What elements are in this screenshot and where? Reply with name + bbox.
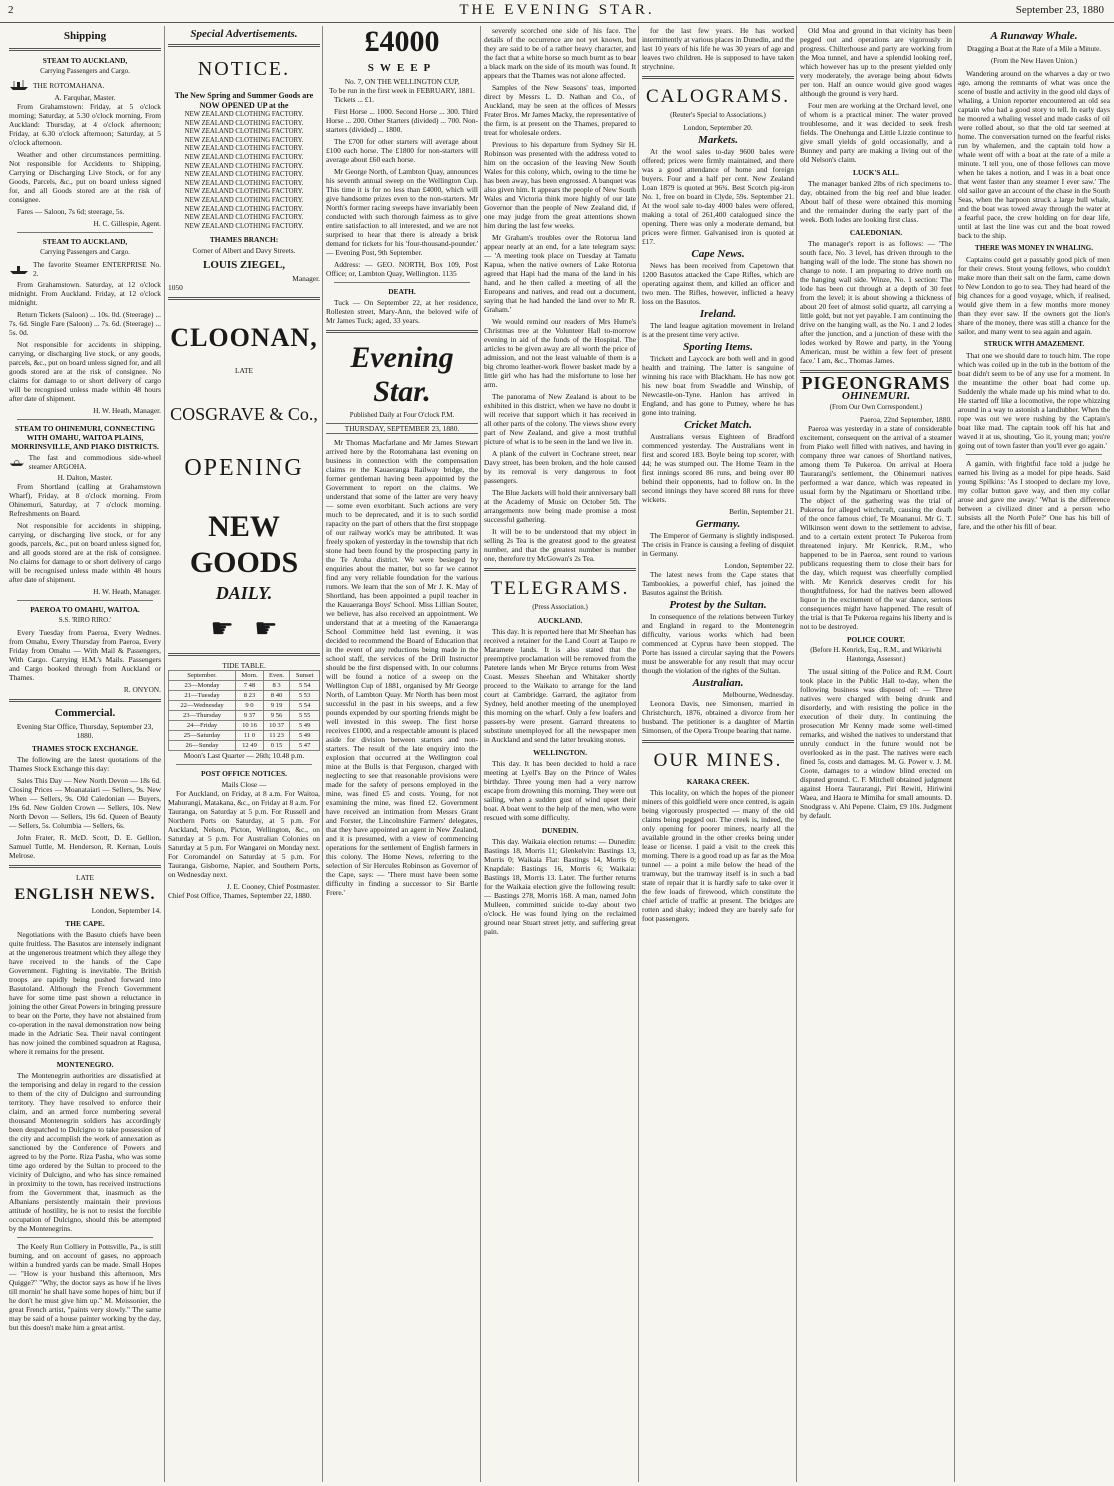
column-3 — [322, 26, 481, 1482]
steam3-heading: STEAM TO OHINEMURI, CONNECTING WITH OMAHU, WAITOA PLAINS, MORRINSVILLE, AND PIAKO DISTRICTS. — [11, 424, 159, 451]
telegrams-heading: TELEGRAMS. — [490, 578, 630, 599]
steamship-icon — [9, 456, 25, 468]
stock-brokers: John Frater, R. McD. Scott, D. E. Gellion, Samuel Tuttle, M. Henderson, R. Kernan, Louis Melrose. — [9, 833, 161, 860]
notice-intro: The New Spring and Summer Goods are NOW OPENED UP at the — [174, 91, 314, 110]
column-6 — [796, 26, 955, 1482]
table-row — [169, 731, 320, 741]
tide-cell: 12 49 — [236, 741, 264, 751]
steamship-icon — [9, 79, 29, 91]
newspaper-title: THE EVENING STAR. — [459, 2, 655, 18]
tide-cell: 9 19 — [263, 701, 289, 711]
tide-header: September. — [169, 671, 236, 681]
table-row — [169, 701, 320, 711]
markets-body: At the wool sales to-day 9600 bales were offered; prices were firmly maintained, and there was a good attendance of home and foreign buyers. Four and a half per cent. New Zealand Loan 1879 is quoted at 96¾. Best Scotch pig-iron No. 1, free on board in Clyde, 59s. September 21. At the wool sale to-day 4000 bales were offered, making a total of 261,400 catalogued since the opening. There was only a moderate demand, but prices were firmer. Galvanised iron is quoted at £17. — [642, 147, 794, 246]
tide-cell: 5 49 — [290, 721, 320, 731]
tide-cell: 21—Tuesday — [169, 691, 236, 701]
sweep-body: Mr George North, of Lambton Quay, announces his seventh annual sweep on the Wellington Cup. This time it is for no less than £4000, which will give handsome prizes even to the non-starters. Mr North's former racing sweeps have invariably been conducted with such thorough fairness as to give entire satisfaction to all interested, and we are not surprised to hear that there is already a brisk demand for tickets for his 'four-thousand-pounder.' — Evening Post, 9th September. — [326, 167, 478, 257]
published-line: Published Daily at Four O'clock P.M. — [349, 411, 455, 419]
paeroa-dateline: Paeroa, 22nd September, 1880. — [859, 415, 952, 424]
factory-line: NEW ZEALAND CLOTHING FACTORY. — [184, 196, 304, 204]
commercial-date: Evening Star Office, Thursday, September 23, 1880. — [16, 722, 154, 740]
masthead — [0, 0, 1114, 23]
tide-cell: 25—Saturday — [169, 731, 236, 741]
tide-cell: 9 37 — [236, 711, 264, 721]
montenegro-body: The Montenegrin authorities are dissatisfied at the temporising and delay in regard to the cession to them of the city of Dulcigno and surrounding territory. They have resolved to enforce their claim, and an armed force numbering several thousand Montenegrin soldiers has accordingly been despatched to Dulcigno to take possession of the city and accomplish the work of annexation as sanctioned by the Conference of Powers and agreed to by the Porte. Riza Pasha, who was some time ago ordered by the Sultan to proceed to the vicinity of Dulcigno, and who has since remained in proximity to the town, has received instructions from the Government that, inasmuch as the Albanians persistently maintain their previous attitude of hostility, he is not to resist the forcible occupation of Dulcigno, should this be attempted by the Montenegrins. — [9, 1071, 161, 1233]
factory-line: NEW ZEALAND CLOTHING FACTORY. — [184, 205, 304, 213]
tide-cell: 23—Monday — [169, 681, 236, 691]
tide-cell: 22—Wednesday — [169, 701, 236, 711]
wellington-body: This day. It has been decided to hold a race meeting at Lyell's Bay on the Prince of Wales birthday. Three young men had a very narrow escape from drowning this morning. They were out sailing, when a sudden gust of wind upset their boat. A boat went to the help of the men, who were rescued with some difficulty. — [484, 759, 636, 822]
stock-exchange-heading: THAMES STOCK EXCHANGE. — [31, 744, 139, 753]
tide-table — [168, 670, 320, 751]
factory-line: NEW ZEALAND CLOTHING FACTORY. — [184, 145, 304, 153]
ship-row — [9, 453, 161, 471]
amazement-subheading: STRUCK WITH AMAZEMENT. — [983, 340, 1085, 348]
divider — [17, 419, 153, 420]
steamship-icon — [9, 263, 29, 275]
ship-row — [9, 260, 161, 278]
tide-cell: 0 15 — [263, 741, 289, 751]
steam3-times: From Shortland (calling at Grahamstown Wharf), Friday, at 8 o'clock morning. From Ohinemuri, Saturday, at 7 o'clock morning. Refreshments on Board. — [9, 482, 161, 518]
factory-list — [168, 111, 320, 231]
post-office-sub: Mails Close — — [221, 780, 267, 790]
post-office-heading: POST OFFICE NOTICES. — [201, 769, 287, 779]
new-goods-heading: NEW GOODS — [189, 510, 299, 580]
divider — [168, 297, 320, 300]
amazement-body: That one we should dare to touch him. The rope which was coiled up in the tub in the bottom of the boat didn't seem to be of any use for a moment. In the meantime the other boat had come up. Suddenly the whale made up his mind what to do. He started off like a locomotive, the rope whizzing around in a way to astonish a landlubber. When the rope was out we were rushing by the Captain's boat like mad. The captain took off his hat and waved it at us, shouting, 'Go it, young man; you're going out of town faster than you'll ever go again.' — [958, 351, 1110, 450]
column-7 — [954, 26, 1113, 1482]
post-office-date: Chief Post Office, Thames, September 22, 1880. — [168, 891, 312, 901]
montenegro-heading: MONTENEGRO. — [56, 1060, 114, 1069]
tide-cell: 5 49 — [290, 731, 320, 741]
markets-heading: Markets. — [697, 134, 739, 146]
steam3-ship: The fast and commodious side-wheel steamer ARGOHA. — [28, 453, 161, 471]
divider — [326, 330, 478, 333]
tide-cell: 24—Friday — [169, 721, 236, 731]
keely-body: The Keely Run Colliery in Pottsville, Pa., is still burning, and on account of gases, no approach within a hundred yards can be made. Small Hopes — "How is your husband this afternoon, Mrs Quigge?" "Why, the doctor says as how if he lives till mornin' he shall have some hopes of him; but if he don't he must give him up." M. Meissonier, the great French artist, "paints very slowly." The same may be said of a house painter working by the day, but this doesn't make him a great artist. — [9, 1242, 161, 1332]
steam2-fares: Return Tickets (Saloon) ... 10s. 0d. (Steerage) ... 7s. 6d. Single Fare (Saloon) ... 7s. 6d. (Steerage) ... 5s. 0d. — [9, 310, 161, 337]
divider — [17, 600, 153, 601]
whale-heading: A Runaway Whale. — [990, 30, 1078, 42]
steam1-note: Weather and other circumstances permitting. Not responsible for Accidents to Shipping, Carrying or Discharging Live Stock, or for any Goods, Parcels, &c., put on board unless signed for, and all Goods stored are at the risk of consignee. — [9, 150, 161, 204]
late-label: LATE — [75, 873, 95, 882]
gamin-paragraph: A gamin, with frightful face told a judge he earned his living as a model for pipe heads. Said young Spilkins: 'As I stooped to declare my love, my collar button gave way, and then my collar arose and gave me away.' 'What is the difference between a civilized diner and a person who subsists all the North Pole?' One has his bill of fare, and the other his fill of bear. — [958, 459, 1110, 531]
cape-body: Negotiations with the Basuto chiefs have been quite fruitless. The Basutos are intensely indignant at the ungenerous treatment which they allege they have received to the hands of the Cape Government. Fighting is inevitable. The British troops are rapidly being pushed forward into Basutoland. Although the French Government have for some time past shown a reluctance in joining the other Great Powers in bringing pressure to bear on the Porte, they have not abstained from co-operation in the naval demonstration now being made in the Adriatic Sea. Their naval contingent has now joined the combined squadron at Ragusa, where it remains for the present. — [9, 930, 161, 1056]
sweep-prizes: First Horse ... 1000. Second Horse ... 300. Third Horse ... 200. Other Starters (divided) ... 700. Non-starters (divided) ... 1800. — [326, 107, 478, 134]
sporting-heading: Sporting Items. — [683, 341, 753, 353]
divider — [9, 699, 161, 702]
police-court-body: The usual sitting of the Police and R.M. Court took place in the Public Hall to-day, when the following business was disposed of: — Three natives were charged with being drunk and disorderly, and with resisting the police in the execution of their duty. In continuing the prosecution Mr Kenny made some well-timed remarks, and wished the natives to understand that unruly conduct in the future would not be overlooked as in the past. The natives were each fined 5s, costs and damages. M. G. Power v. J. M. Coote, damages to a window blind erected on disputed ground. C. F. Mitchell obtained judgment against Hoera Taurarangi, Piri Rewiti, Hiriwini Waea, and Haora te Mimiha for small amounts. D. Snodgrass v. Ahi Pepene. Claim, £9 10s. Judgment by default. — [800, 667, 952, 820]
pointing-hands — [168, 614, 320, 644]
tide-header: Even. — [263, 671, 289, 681]
thames-branch-address: Corner of Albert and Davy Streets. — [192, 246, 296, 256]
issue-date: THURSDAY, SEPTEMBER 23, 1880. — [326, 423, 478, 434]
culvert-paragraph: A plank of the culvert in Cochrane street, near Davy street, has been broken, and the hole caused by its removal is very dangerous to foot passengers. — [484, 449, 636, 485]
wellington-heading: WELLINGTON. — [533, 748, 587, 757]
panorama-paragraph: The panorama of New Zealand is about to be exhibited in this district, when we have no doubt it will receive that support which it has received in all other parts of the colony. The views show every part of New Zealand, and give a most truthful picture of what is to be seen in the land we live in. — [484, 392, 636, 446]
calograms-heading: CALOGRAMS. — [645, 86, 791, 107]
tide-cell: 5 54 — [290, 681, 320, 691]
steam1-heading: STEAM TO AUCKLAND, — [42, 56, 128, 65]
tide-cell: 8 23 — [236, 691, 264, 701]
table-row — [169, 721, 320, 731]
article-body: severely scorched one side of his face. The details of the occurrence are not yet known, but they are said to be of a rather heavy character, and the fact that a white horse so much burnt as to bear a black mark on the side of its mouth was found. It appears that the Thames was not alone affected. — [484, 26, 636, 80]
tide-cell: 11 23 — [263, 731, 289, 741]
tide-cell: 5 54 — [290, 701, 320, 711]
sweep-date: To be run in the first week in FEBRUARY, 1881. — [329, 86, 475, 95]
paeroa-signature: R. ONYON. — [123, 685, 161, 694]
manager-label: Manager. — [292, 274, 320, 284]
evening-star-masthead: Evening Star. — [350, 341, 454, 408]
steam3-master: H. Dalton, Master. — [57, 473, 113, 482]
stock-exchange-intro: The following are the latest quotations of the Thames Stock Exchange this day: — [9, 755, 161, 773]
divider — [9, 865, 161, 868]
steam1-ship: THE ROTOMAHANA. — [33, 80, 105, 90]
lucks-all-body: The manager banked 2lbs of rich specimens to-day, obtained from the big reef and blue leader. About half of these were obtained this morning and the remainder during the early part of the week. Both lodes are looking first class. — [800, 179, 952, 224]
death-heading: DEATH. — [388, 287, 416, 296]
remind-paragraph: We would remind our readers of Mrs Hume's Christmas tree at the Volunteer Hall to-morrow evening in aid of the funds of the Hospital. The articles to be given away are all worth the price of admission, and not the least valuable of them is a big chromo leather-work flower basket made by a little girl who has had the misfortune to lose her arm. — [484, 317, 636, 389]
ohinemuri-body: Paeroa was yesterday in a state of considerable excitement, consequent on the arrival of a steamer from Piako well filled with natives, and having in company three war canoes of Shortland natives, among them Te Pukeroa. On arrival at Hoera Taurarangi's settlement, the Ohinemuri natives performed a war dance, which was repeated in usual form by the Ngatimaru or Shortland tribe. The object of the gathering was the trial of Pukeroa for alleged witchcraft, causing the death of the once famous chief, Te Moananui. Mr G. T. Wilkinson went down to the settlement to advise, and to a certain extent protect Te Pukeroa from threatened injury. Mr Kenrick, R.M., who happened to be in Paeroa, sent round to various publicans requesting them to close their bars for the day, which request was cheerfully complied with. Mr Kenrick deserves credit for his thoughtfulness, for had the natives been allowed liquor in the excitement of the war dance, serious consequences might have happened. The result of the trial is that Te Pukeroa regains his liberty and is not to be destroyed. — [800, 424, 952, 631]
divider — [642, 76, 794, 79]
karaka-body: This locality, on which the hopes of the pioneer miners of this goldfield were once centred, is again being vigorously prospected — many of the old claims being pegged out. The creek is, indeed, the only opening for poorer miners, nearly all the available ground in the other creeks being under lease or license. I paid a visit to the creek this morning. There is a good road up as far as the Moa tunnel — a point a mile below the head of the tramway, but the tramway itself is in such a bad state of repair that it is hardly safe to take over it the few loads of firewood, which constitute the chief article of traffic at present. The bridges are rotten and shaky; indeed they are barely safe for foot passengers. — [642, 788, 794, 923]
steam1-agent: H. C. Gillespie, Agent. — [93, 219, 161, 228]
pigeongrams-heading: PIGEONGRAMS — [801, 373, 951, 393]
dunedin-body: This day. Waikaia election returns: — Dunedin: Bastings 18, Morris 11; Glenkelvin: Bastings 13, Morris 0; Waikaia Flat: Bastings 14, Morris 0; Knapdale: Bastings 16, Morris 6; Waikaia: Bastings 18, Morris 13. Later. The further returns for the Waikaia election give the following result: — Bastings 278, Morris 168. A man, named John Mulleen, committed suicide to-day about two o'clock. He was found lying on the reclaimed ground near Stuart street jetty, and suffering great pain. — [484, 837, 636, 936]
auckland-body: This day. It is reported here that Mr Sheehan has received a retainer for the Land Court at Taupo re Maramete lands. It is also stated that the preemptive proclamation will be removed from the Patetere lands when Mr Bryce returns from West Coast. Messrs Sheehan and Whitaker shortly proceed to the Waikato to arrange for the land court at Cambridge. Garrard, the agitator from Sydney, held another meeting of the unemployed this morning on the wharf. Only a few loafers and passers-by were present. Garrard threatens to substitute unemployed for all the newspaper men in Auckland and send the latter breaking stones. — [484, 627, 636, 744]
steam2-sub: Carrying Passengers and Cargo. — [40, 248, 130, 256]
tide-cell: 26—Sunday — [169, 741, 236, 751]
divider — [334, 282, 470, 283]
money-subheading: THERE WAS MONEY IN WHALING. — [975, 244, 1093, 252]
divider — [642, 740, 794, 743]
london-dateline: London, September 20. — [683, 123, 753, 132]
paeroa-body: Every Tuesday from Paeroa, Every Wednes. from Omahu, Every Thursday from Paeroa, Every Friday from Omahu — With Mail & Passengers, With Cargo. Carrying H.M.'s Mails. Passengers and Cargo booked through from Auckland or Thames. — [9, 628, 161, 682]
caledonian-heading: CALEDONIAN. — [849, 228, 903, 237]
correspondent-label: (From Our Own Correspondent.) — [829, 403, 923, 411]
cape-news-heading: Cape News. — [691, 248, 745, 260]
english-news-heading: ENGLISH NEWS. — [14, 886, 156, 903]
thames-branch-heading: THAMES BRANCH: — [209, 235, 279, 245]
tide-cell: 9 56 — [263, 711, 289, 721]
table-row — [169, 691, 320, 701]
australian-heading: Australian. — [692, 677, 744, 689]
caledonian-body: The manager's report is as follows: — 'The south face, No. 3 level, has driven through to the hanging wall of the lode. The stone has shown no change to note. I am preparing to drive north on the hanging wall side. Winze, No. 1 section: The lode has been cut through at a depth of 30 feet from the level; it is about showing a thickness of about 20 feet of almost solid quartz, all carrying a little gold, but not yet payable. I am continuing the drive on the hanging wall, as the No. 1 and 2 lodes after the junction, and a junction of these with the lodes worked by Rowe and party, in the Young American, must be within a few feet of present face.' I am, &c., Thomas James. — [800, 239, 952, 365]
ireland-body: The land league agitation movement in Ireland is at the present time very active. — [642, 321, 794, 339]
steam1-sub: Carrying Passengers and Cargo. — [40, 67, 130, 75]
police-court-heading: POLICE COURT. — [847, 635, 905, 644]
press-association-label: (Press Association.) — [532, 603, 588, 611]
samples-paragraph: Samples of the New Seasons' teas, imported direct by Messrs L. D. Nathan and Co., of Auckland, may be seen at the offices of Messrs Frater Bros. Mr James Macky, the representative of the firm, is at present on the Thames, prepared to treat for wholesale orders. — [484, 83, 637, 137]
leader-body: Mr Thomas Macfarlane and Mr James Stewart arrived here by the Rotomahana last evening on business in connection with the compensation claims re the Kauaeranga Railway bridge, the former gentleman having been appointed by the Government to report on the claims. We understand that some of the latter are very heavy — some even exorbitant. Such actions are very much to be deprecated, and it is to such sordid rapacity on the part of others that the first stoppage of our railway work's may be attributed. It was freely spoken of yesterday in the township that rich stone had been found by the prospecting party in the Te Aroha district. We were besieged by enquiries about the matter, but so far we cannot find any very reliable foundation for the various rumors. We learn that the son of Mr J. K. May of Shortland, has been appointed a pupil teacher in the Kauaeranga Boys' School. Miss Lillian Souter, we believe, has also received an appointment. We understand that at a meeting of the Kauaeranga School Committee held last evening, it was decided to recommend the Board of Education that in the event of any reductions being made in the school staff, the services of the Drill Instructor should be the first dispensed with. In our columns will be found a notice of a sweep on the Wellington Cup of 1881, organised by Mr George North, of Lambton Quay. Mr North has been most successful in the past in his sweeps, and a few pounds expended by our sporting friends might be well invested in this sweep. The first horse receives £1000, and a respectable amount is placed aside for division between starters and non-starters. The result of the late enquiry into the explosion that occurred at the Wellington coal mine at the Bulls is that Ferguson, charged with neglecting to see that reasonable provisions were made for the safety of persons employed in the mine, was fined £5 and costs. Young, for not examining the mine, was fined £2. Government have received an intimation from Messrs Grant and Forster, the Lincolnshire Farmers' delegates, that they have appointed an agent in New Zealand, and it is presumed, with a view of commencing operations for the settlement of English farmers in this colony. The Home News, referring to the selection of Sir Hercules Robinson as Governor of the Cape, says: — 'There must have been some difficulty in finding a successor to Sir Bartle Frere.' — [326, 438, 478, 897]
tide-cell: 5 53 — [290, 691, 320, 701]
page-number: 2 — [8, 4, 14, 16]
table-row — [169, 711, 320, 721]
sweep-tickets: Tickets ... £1. — [334, 95, 374, 104]
berlin-dateline: Berlin, September 21. — [729, 507, 794, 516]
factory-line: NEW ZEALAND CLOTHING FACTORY. — [184, 153, 304, 161]
tide-cell: 10 16 — [236, 721, 264, 731]
divider — [176, 764, 312, 765]
steam2-ship: The favorite Steamer ENTERPRISE No. 2. — [32, 260, 161, 278]
divider — [17, 1237, 153, 1238]
ohinemuri-heading: OHINEMURI. — [841, 390, 911, 402]
table-row — [169, 681, 320, 691]
auckland-heading: AUCKLAND. — [537, 616, 583, 625]
english-news-dateline: London, September 14. — [91, 906, 161, 915]
steam2-agent: H. W. Heath, Manager. — [93, 406, 161, 415]
factory-line: NEW ZEALAND CLOTHING FACTORY. — [184, 214, 304, 222]
tide-header: Sunset — [290, 671, 320, 681]
cape-heading: THE CAPE. — [65, 919, 105, 928]
sweep-cup: No. 7, ON THE WELLINGTON CUP, — [344, 77, 460, 86]
article-body: for the last few years. He has worked intermittently at various places in Dunedin, and the last 10 years of his life he was 30 years of age and leaves two children. He is supposed to have taken strychnine. — [642, 26, 794, 71]
divider — [966, 454, 1102, 455]
mines-continued: Four men are working at the Orchard level, one of whom is a practical miner. The water proved troublesome, and it was decided to seek fresh fields. The Onehunga and Little Lizzie continue to give small yields of gold occasionally, and a Bunney and party are making a living out of the old Nelson's claim. — [800, 101, 952, 164]
factory-line: NEW ZEALAND CLOTHING FACTORY. — [184, 111, 304, 118]
tide-cell: 5 47 — [290, 741, 320, 751]
cosgrave-heading: COSGRAVE & Co., — [170, 404, 318, 425]
ziegel-name: LOUIS ZIEGEL, — [203, 259, 285, 272]
steam3-note: Not responsible for accidents in shipping, carrying, or discharging live stock, or for any goods, parcels, &c., put on board unless signed for, and all goods stored are at the risk of consignee. No claims for damage to or short delivery of cargo will be recognised unless made within 48 hours after date of shipment. — [9, 521, 161, 584]
sweep-note: The £700 for other starters will average about £100 each horse. The £1800 for non-starters will average about £60 each horse. — [326, 137, 478, 164]
notice-heading: NOTICE. — [197, 58, 291, 80]
factory-line: NEW ZEALAND CLOTHING FACTORY. — [184, 222, 304, 230]
tide-cell: 8 40 — [263, 691, 289, 701]
steam2-note: Not responsible for accidents in shipping, carrying, or discharging live stock, or any goods, parcels, &c., put on board unless signed for, and all goods stored are at the risk of consignee. No claims for damage to or short delivery of cargo will be recognised unless made within 48 hours after date of shipment. — [9, 340, 161, 403]
tide-cell: 10 37 — [263, 721, 289, 731]
london-dateline: London, September 22. — [724, 561, 794, 570]
sporting-body: Trickett and Laycock are both well and in good health and training. The latter is sanguine of winning his race with Blackham. He has now got his new boat from Swaddle and Winship, of Newcastle-on-Tyne. Hanlon has arrived in England, and has gone to Putney, where he has gone into training. — [642, 354, 794, 417]
germany-body: The Emperor of Germany is slightly indisposed. The crisis in France is causing a feeling of disquiet in Germany. — [642, 531, 794, 558]
factory-line: NEW ZEALAND CLOTHING FACTORY. — [184, 179, 304, 187]
section-commercial: Commercial. — [54, 707, 116, 719]
our-mines-heading: OUR MINES. — [653, 750, 783, 771]
factory-line: NEW ZEALAND CLOTHING FACTORY. — [184, 162, 304, 170]
paeroa-heading: PAEROA TO OMAHU, WAITOA. — [30, 605, 140, 614]
steam2-heading: STEAM TO AUCKLAND, — [42, 237, 128, 246]
cricket-heading: Cricket Match. — [684, 419, 752, 431]
whale-body: Wandering around on the wharves a day or two ago, among the remnants of what was once the scene of bustle and activity in the good old days of whaling, a Union reporter encountered an old sea captain who had a good story to tell. In early days he moored a whaling vessel and made casks of oil were rolled about, so that the old tar seemed at home. The conversation turned on the fearful risks run by whalemen, and the captain told how a whale went off with a boat at the rate of a mile a minute. 'I tell you, one of those fellows can move when he takes a notion, and I was in a boat once that went faster than any steamer I ever saw.' The old sailor gave an account of the chase in the South Seas, when the harpoon struck a large bull whale, and the boat was towed away through the water at a fearful pace, the crew holding on for dear life, until at last the line was cut and the boat rowed back to the ship. — [958, 69, 1110, 240]
divider — [17, 232, 153, 233]
ball-paragraph: The Blue Jackets will hold their anniversary ball at the Academy of Music on October 5th. The arrangements now being made promise a most successful gathering. — [484, 488, 636, 524]
lucks-all-heading: LUCK'S ALL. — [853, 168, 899, 177]
protest-heading: Protest by the Sultan. — [669, 599, 767, 611]
tide-cell: 11 0 — [236, 731, 264, 741]
factory-line: NEW ZEALAND CLOTHING FACTORY. — [184, 188, 304, 196]
tide-cell: 9 0 — [236, 701, 264, 711]
opening-heading: OPENING — [184, 455, 304, 482]
column-2 — [164, 26, 323, 1482]
tea-paragraph: It will be to be understood that my object in selling 2s Tea is the greatest good to the greatest number, and that the greatest number is number one, therefore try McGowan's 2s Tea. — [484, 527, 636, 563]
whale-sub: Dragging a Boat at the Rate of a Mile a Minute. — [967, 45, 1101, 53]
death-body: Tuck — On September 22, at her residence, Rollesten street, Mary-Ann, the beloved wife of Mr James Tuck; aged, 33 years. — [326, 298, 478, 325]
sweep-address: Address: — GEO. NORTH, Box 109, Post Office; or, Lambton Quay, Wellington. 1135 — [326, 260, 478, 278]
steam3-agent: H. W. Heath, Manager. — [93, 587, 161, 596]
melbourne-body: Leonora Davis, nee Simonsen, married in Christchurch, 1876, obtained a divorce from her husband. The petitioner is a daughter of Martin Simonsen, of the Opera Troupe bearing that name. — [642, 699, 794, 735]
ad-number: 1050 — [168, 283, 183, 293]
post-office-body: For Auckland, on Friday, at 8 a.m. For Waitoa, Mahurangi, Matakana, &c., on Friday at 8 a.m. For Tauranga, on Saturday at 5 p.m. For Russell and Northern Ports on Saturday, at 5 p.m. For Auckland, Nelson, Picton, Wellington, &c., on Saturday at 5 p.m. For Australian Colonies on Saturday at 5 p.m. For Wangarei on Monday next. For Coromandel on Saturday at 5 p.m. For Tauranga, Gisborne, Napier, and Southern Ports, on Wednesday next. — [168, 789, 320, 880]
steam1-times: From Grahamstown: Friday, at 5 o'clock morning; Saturday, at 5.30 o'clock morning. From Auckland: Thursday, at 4 o'clock afternoon; Friday, at 6.30 o'clock afternoon; Saturday, at 5 o'clock afternoon. — [9, 102, 161, 147]
divider — [484, 568, 636, 571]
table-row — [169, 741, 320, 751]
column-4 — [480, 26, 639, 1482]
steam1-master: A. Farquhar, Master. — [54, 93, 116, 102]
column-5 — [638, 26, 797, 1482]
graham-paragraph: Mr Graham's troubles over the Rotorua land appear nearly at an end, for a late telegram says: — 'A meeting took place on Tuesday at Tamatu Kapua, when the native owners of Lake Rotorua agreed that Hapi had the mana of the land in his hand, and he then called a meeting of all the Europeans and natives, and read out a document, saying that he had handed the land over to Mr R. Graham.' — [484, 233, 636, 314]
money-body: Captains could get a passably good pick of men for their crews. Stout young fellows, who couldn't make more than their salt on the farm, came down to New London to go to sea. They had heard of the big chances for a good voyage, which, if realised, would give them in a few months more money than they ever saw. If the owners got the lion's share of the money, there was still a chance for the sailor, and many went to sea again and again. — [958, 255, 1110, 336]
section-special-advertisements: Special Advertisements. — [190, 28, 298, 40]
police-court-sub: (Before H. Kenrick, Esq., R.M., and Wikiriwhi Hautonga, Assessor.) — [810, 646, 942, 663]
factory-line: NEW ZEALAND CLOTHING FACTORY. — [184, 171, 304, 179]
late-label: LATE — [234, 366, 254, 376]
moon-phase: Moon's Last Quarter — 26th; 10.48 p.m. — [183, 751, 305, 761]
dunedin-heading: DUNEDIN. — [541, 826, 579, 835]
stock-exchange-body: Sales This Day — New North Devon — 18s 6d. Closing Prices — Moanataiari — Sellers, 9s. New When — Sellers, 9s. Old Caledonian — Buyers, 19s 6d. New Golden Crown — Sellers, 10s. New North Devon — Sellers, 19s 6d. Queen of Beauty — Sellers, 5s. Columbia — Sellers, 6s. — [9, 776, 161, 830]
robinson-paragraph: Previous to his departure from Sydney Sir H. Robinson was presented with the address voted to him on the occasion of the leaving New South Wales for this colony, which, owing to the time he has been away, has been engrossed. A banquet was also given him. It appears the people of New South Wales and Victoria think more highly of our late Governor than the people of New Zealand did, if one may judge from the great attentions shown him during the last few weeks. — [484, 140, 636, 230]
pointing-hand-icon: ☛ — [254, 614, 278, 644]
pointing-hand-icon: ☛ — [210, 614, 234, 644]
paeroa-sub: S.S. 'RIRO RIRO.' — [58, 616, 112, 624]
factory-line: NEW ZEALAND CLOTHING FACTORY. — [184, 119, 304, 127]
factory-line: NEW ZEALAND CLOTHING FACTORY. — [184, 136, 304, 144]
tide-cell: 7 48 — [236, 681, 264, 691]
melbourne-dateline: Melbourne, Wednesday. — [722, 690, 794, 699]
protest-body: In consequence of the relations between Turkey and England in regard to the Montenegrin difficulty, various works which had been commenced at Cyprus have been stopped. The Porte has issued a circular saying that the Powers must be answerable for any result that may occur though the violation of the rights of the Sultan. — [642, 612, 794, 675]
mines-body: Old Moa and ground in that vicinity has been pegged out and operations are vigorously in progress. Chilterhouse and party are working from the Moa tunnel, and have a splendid looking reef, which however has up to the present yielded only very moderately, the average being about 6dwts per ton. Half an ounce would give good wages although the ground is very hard. — [800, 26, 952, 98]
divider — [168, 44, 320, 47]
ireland-heading: Ireland. — [699, 308, 737, 320]
post-office-signature: J. E. Cooney, Chief Postmaster. — [226, 882, 320, 892]
ship-row — [9, 79, 161, 91]
factory-line: NEW ZEALAND CLOTHING FACTORY. — [184, 128, 304, 136]
daily-heading: DAILY. — [215, 583, 273, 604]
whale-source: (From the New Haven Union.) — [990, 57, 1078, 65]
tide-cell: 23—Thursday — [169, 711, 236, 721]
masthead-date: September 23, 1880 — [1015, 4, 1104, 16]
divider — [168, 653, 320, 656]
germany-heading: Germany. — [695, 518, 741, 530]
tide-cell: 5 55 — [290, 711, 320, 721]
steam2-times: From Grahamstown. Saturday, at 12 o'clock midnight. From Auckland. Friday, at 12 o'clock midnight. — [9, 280, 161, 307]
tide-header: Morn. — [236, 671, 264, 681]
column-1 — [6, 26, 164, 1482]
karaka-heading: KARAKA CREEK. — [686, 777, 750, 786]
divider — [9, 48, 161, 51]
cape-news-body: News has been received from Capetown that 1200 Basutos attacked the Cape Rifles, which are operating against them, and killed an officer and two men. The Rifles, however, inflicted a heavy loss on the Basutos. — [642, 261, 794, 306]
cloonan-heading: CLOONAN, — [170, 323, 318, 353]
cricket-body: Australians versus Eighteen of Bradford commenced yesterday. The Australians went in first and scored 183. Boyle being top scorer, with 44; he was stumped out. The Home Team in the first innings scored 86 runs, and being over 80 behind their opponents, had to follow on. In the second innings they have scored 88 runs for three wickets. — [642, 432, 794, 504]
tide-cell: 8 3 — [263, 681, 289, 691]
sweep-heading: SWEEP — [367, 62, 437, 74]
steam1-fares: Fares — Saloon, 7s 6d; steerage, 5s. — [17, 207, 125, 216]
reuter-label: (Reuter's Special to Associations.) — [670, 111, 766, 119]
sweep-amount: £4000 — [364, 26, 440, 58]
london-body: The latest news from the Cape states that Tambookies, a powerful chief, has joined the Basutos against the British. — [642, 570, 794, 597]
tide-table-title: TIDE TABLE. — [222, 661, 266, 671]
section-shipping: Shipping — [63, 30, 107, 42]
